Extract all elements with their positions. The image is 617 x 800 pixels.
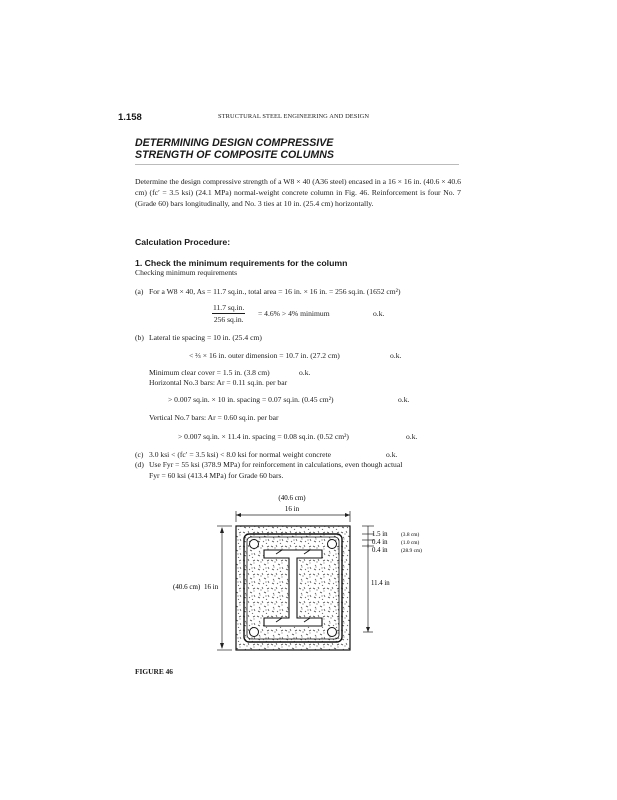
item-d-text1: Use Fyr = 55 ksi (378.9 MPa) for reinforcement in calculations, even though actual	[149, 460, 403, 469]
section-title-line2: STRENGTH OF COMPOSITE COLUMNS	[135, 149, 334, 161]
bar-dimension-2-metric: (28.9 cm)	[401, 548, 422, 554]
figure-label: FIGURE 46	[135, 667, 173, 676]
left-dimension: 16 in	[204, 583, 219, 591]
item-a-text: For a W8 × 40, As = 11.7 sq.in., total area = 16 in. × 16 in. = 256 sq.in. (1652 cm²)	[149, 287, 401, 296]
left-dimension-arrow-top	[220, 527, 224, 533]
page-number: 1.158	[118, 112, 142, 123]
clear-cover-text: Minimum clear cover = 1.5 in. (3.8 cm)	[149, 368, 270, 377]
steel-ratio-fraction	[212, 303, 245, 324]
step1-heading: 1. Check the minimum requirements for the column	[135, 258, 348, 268]
item-b-label: (b)	[135, 333, 144, 342]
rebar-top-left	[250, 540, 259, 549]
cover-dimension-metric: (3.8 cm)	[401, 532, 420, 538]
item-c-text: 3.0 ksi < (fc′ = 3.5 ksi) < 8.0 ksi for normal weight concrete	[149, 450, 331, 459]
rebar-bottom-right	[328, 628, 337, 637]
top-dimension: 16 in	[284, 505, 300, 513]
vertical-bars-text: Vertical No.7 bars: Ar = 0.60 sq.in. per bar	[149, 413, 279, 422]
item-c-ok: o.k.	[386, 450, 398, 459]
steel-ratio-ok: o.k.	[373, 309, 385, 318]
calc-procedure-heading: Calculation Procedure:	[135, 237, 231, 247]
rebar-bottom-left	[250, 628, 259, 637]
rebar-top-right	[328, 540, 337, 549]
bar-spacing-dimension: 11.4 in	[371, 580, 390, 587]
item-b-text: Lateral tie spacing = 10 in. (25.4 cm)	[149, 333, 262, 342]
cover-dimension: 1.5 in	[372, 531, 388, 538]
step1-subheading: Checking minimum requirements	[135, 268, 238, 277]
item-a-label: (a)	[135, 287, 144, 296]
item-c-label: (c)	[135, 450, 144, 459]
horizontal-bars-text: Horizontal No.3 bars: Ar = 0.11 sq.in. per bar	[149, 378, 288, 387]
item-d-text2: Fyr = 60 ksi (413.4 MPa) for Grade 60 bars.	[149, 471, 284, 480]
section-rule	[135, 164, 459, 165]
tie-spacing-check: < ⅔ × 16 in. outer dimension = 10.7 in. (27.2 cm)	[189, 351, 340, 360]
horizontal-bars-ok: o.k.	[398, 395, 410, 404]
top-dimension-metric: (40.6 cm)	[278, 494, 306, 502]
tie-spacing-ok: o.k.	[390, 351, 402, 360]
horizontal-bars-check: > 0.007 sq.in. × 10 in. spacing = 0.07 sq.in. (0.45 cm²)	[168, 395, 334, 404]
vertical-bars-ok: o.k.	[406, 432, 418, 441]
item-d-label: (d)	[135, 460, 144, 469]
bar-spacing-arrow	[366, 627, 370, 632]
problem-statement: Determine the design compressive strength of a W8 × 40 (A36 steel) encased in a 16 × 16 in. (40.6 × 40.6 cm) (fc′ = 3.5 ksi) (24.1 MPa) normal-weight concrete column in Fig. 46. Reinforcement is four No. 7 (Grade 60) bars longitudinally, and No. 3 ties at 10 in. (25.4 cm) horizontally.	[135, 177, 461, 208]
steel-ratio-result: = 4.6% > 4% minimum	[258, 309, 330, 318]
composite-column-figure	[173, 488, 460, 663]
bar-dimension-1: 0.4 in	[372, 539, 388, 546]
bar-dimension-2: 0.4 in	[372, 547, 388, 554]
top-dimension-arrow-left	[236, 513, 241, 517]
left-dimension-arrow-bottom	[220, 643, 224, 649]
fraction-numerator: 11.7 sq.in.	[213, 303, 245, 312]
section-title-line1: DETERMINING DESIGN COMPRESSIVE	[135, 137, 334, 149]
running-title: STRUCTURAL STEEL ENGINEERING AND DESIGN	[218, 113, 370, 120]
fraction-denominator: 256 sq.in.	[213, 315, 244, 324]
vertical-bars-check: > 0.007 sq.in. × 11.4 in. spacing = 0.08 sq.in. (0.52 cm²)	[178, 432, 349, 441]
left-dimension-metric: (40.6 cm)	[173, 583, 201, 591]
bar-dimension-1-metric: (1.0 cm)	[401, 540, 420, 546]
top-dimension-arrow-right	[345, 513, 350, 517]
clear-cover-ok: o.k.	[299, 368, 311, 377]
